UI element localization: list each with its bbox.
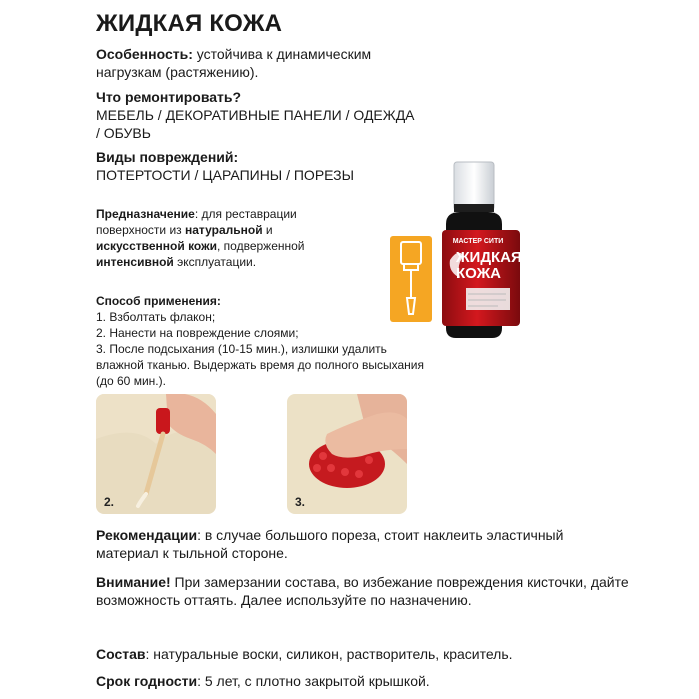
product-name-label: ЖИДКАЯ КОЖА bbox=[456, 249, 522, 282]
purpose-text-4: эксплуатации. bbox=[173, 255, 257, 269]
warning-label: Внимание! bbox=[96, 574, 171, 590]
method-section bbox=[96, 293, 426, 389]
purpose-bold-artificial: искусственной кожи bbox=[96, 239, 217, 253]
warning-text: При замерзании состава, во избежание повреждения кисточки, дайте возможность оттаять. Далее используйте по назначению. bbox=[96, 574, 629, 608]
repair-heading: Что ремонтировать? bbox=[96, 89, 242, 105]
product-brand-label: МАСТЕР СИТИ bbox=[452, 238, 504, 245]
repair-section bbox=[96, 88, 416, 142]
feature-paragraph bbox=[96, 45, 426, 81]
product-bottle-image bbox=[436, 160, 520, 340]
purpose-paragraph bbox=[96, 206, 336, 270]
brush-icon bbox=[390, 236, 432, 322]
step-3-number: 3. bbox=[295, 495, 306, 509]
damage-section bbox=[96, 148, 416, 184]
shelf-life-paragraph bbox=[96, 672, 656, 690]
method-step-2: 2. Нанести на повреждение слоями; bbox=[96, 326, 299, 340]
purpose-text-1: : для реставрации поверхности из bbox=[96, 207, 297, 237]
purpose-bold-intensive: интенсивной bbox=[96, 255, 174, 269]
method-step-3: 3. После подсыхания (10-15 мин.), излишки удалить влажной тканью. Выдержать время до полного высыхания (до 60 мин.). bbox=[96, 342, 425, 388]
composition-text: : натуральные воски, силикон, растворитель, краситель. bbox=[145, 646, 513, 662]
page-title: ЖИДКАЯ КОЖА bbox=[96, 10, 283, 37]
step-3-photo bbox=[287, 394, 407, 514]
purpose-text-3: , подверженной bbox=[217, 239, 305, 253]
recommendations-paragraph bbox=[96, 526, 626, 562]
purpose-bold-natural: натуральной bbox=[185, 223, 263, 237]
shelf-life-text: : 5 лет, с плотно закрытой крышкой. bbox=[197, 673, 430, 689]
method-step-1: 1. Взболтать флакон; bbox=[96, 310, 216, 324]
feature-colon: : bbox=[188, 46, 197, 62]
composition-paragraph bbox=[96, 645, 656, 663]
brush-card-image bbox=[390, 236, 432, 322]
recommendations-text: : в случае большого пореза, стоит наклеить эластичный материал к тыльной стороне. bbox=[96, 527, 564, 561]
purpose-label: Предназначение bbox=[96, 207, 195, 221]
method-heading: Способ применения: bbox=[96, 294, 221, 308]
damage-text: ПОТЕРТОСТИ / ЦАРАПИНЫ / ПОРЕЗЫ bbox=[96, 167, 355, 183]
composition-label: Состав bbox=[96, 646, 146, 662]
step-2-photo bbox=[96, 394, 216, 514]
repair-text: МЕБЕЛЬ / ДЕКОРАТИВНЫЕ ПАНЕЛИ / ОДЕЖДА / ОБУВЬ bbox=[96, 107, 415, 141]
step-2-number: 2. bbox=[104, 495, 115, 509]
feature-text: устойчива к динамическим нагрузкам (растяжению). bbox=[96, 46, 372, 80]
recommendations-label: Рекомендации bbox=[96, 527, 198, 543]
warning-paragraph bbox=[96, 573, 656, 609]
damage-heading: Виды повреждений: bbox=[96, 149, 239, 165]
purpose-text-2: и bbox=[262, 223, 273, 237]
shelf-life-label: Срок годности bbox=[96, 673, 198, 689]
feature-label: Особенность bbox=[96, 46, 189, 62]
